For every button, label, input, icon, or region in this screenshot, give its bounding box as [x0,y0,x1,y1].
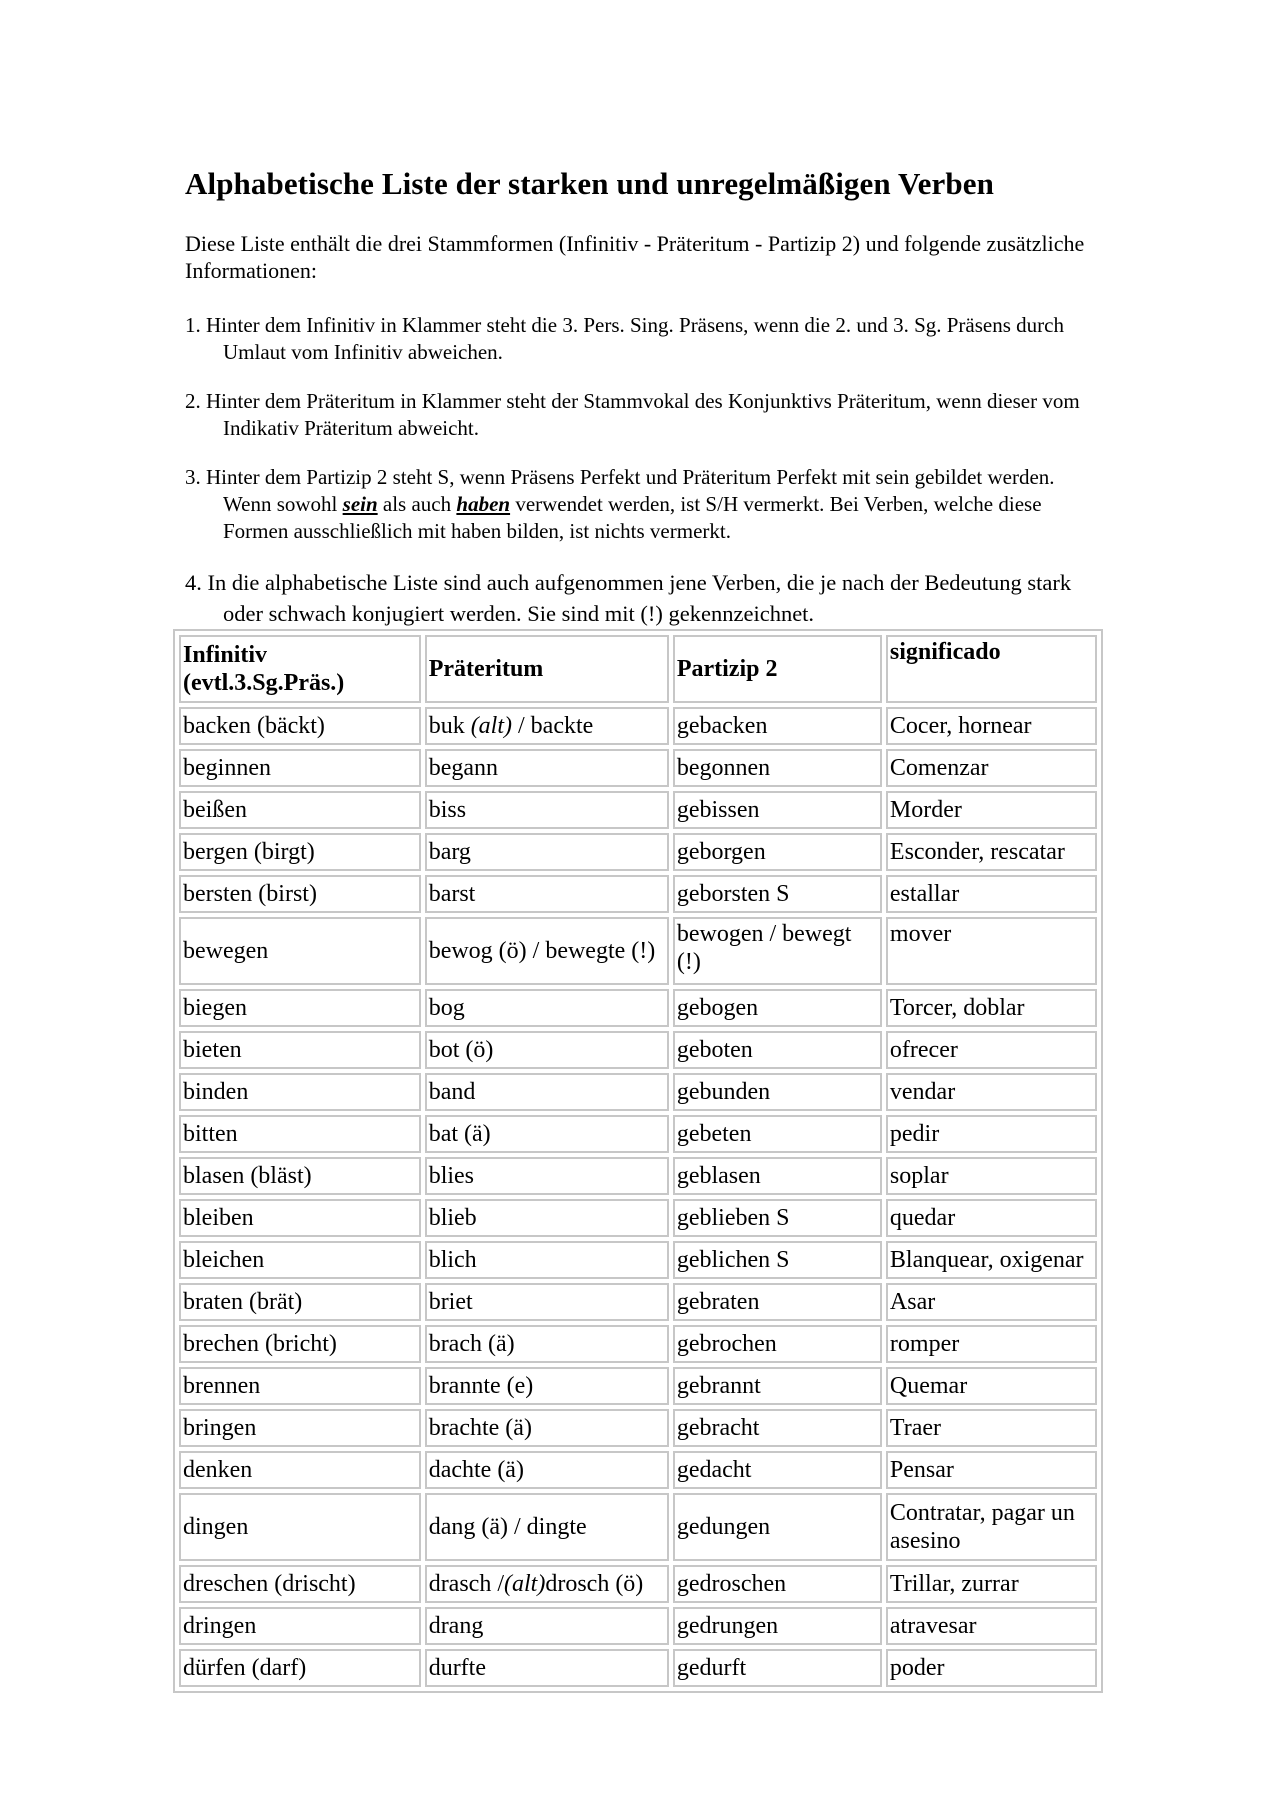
cell-significado: vendar [886,1073,1097,1111]
cell-partizip: gedungen [673,1493,882,1561]
cell-infinitiv: bitten [179,1115,421,1153]
header-partizip: Partizip 2 [673,635,882,703]
cell-significado: Contratar, pagar un asesino [886,1493,1097,1561]
cell-significado: Pensar [886,1451,1097,1489]
cell-text: drosch (ö) [545,1571,644,1597]
cell-praeteritum: dachte (ä) [425,1451,669,1489]
header-praeteritum: Präteritum [425,635,669,703]
table-row [179,707,1097,745]
cell-partizip: geblichen S [673,1241,882,1279]
cell-partizip: gedurft [673,1649,882,1687]
cell-infinitiv: dreschen (drischt) [179,1565,421,1603]
table-row [179,1199,1097,1237]
cell-infinitiv: binden [179,1073,421,1111]
cell-praeteritum [425,707,669,745]
cell-praeteritum: bog [425,989,669,1027]
table-row [179,833,1097,871]
list-item-4: 4. In die alphabetische Liste sind auch aufgenommen jene Verben, die je nach der Bedeutung stark oder schwach konjugiert werden. Sie sind mit (!) gekennzeichnet. [185,570,1072,626]
cell-praeteritum: band [425,1073,669,1111]
table-header-row [179,635,1097,703]
table-row [179,1241,1097,1279]
cell-infinitiv: biegen [179,989,421,1027]
cell-significado: atravesar [886,1607,1097,1645]
cell-praeteritum: drang [425,1607,669,1645]
cell-significado: quedar [886,1199,1097,1237]
list-item-2: 2. Hinter dem Präteritum in Klammer steht der Stammvokal des Konjunktivs Präteritum, wenn dieser vom Indikativ Präteritum abweicht. [185,389,1080,440]
cell-infinitiv: bleiben [179,1199,421,1237]
cell-infinitiv: brennen [179,1367,421,1405]
cell-infinitiv: bewegen [179,917,421,985]
table-row [179,989,1097,1027]
cell-significado: ofrecer [886,1031,1097,1069]
cell-praeteritum: bat (ä) [425,1115,669,1153]
sein-keyword: sein [342,492,378,516]
cell-infinitiv: bergen (birgt) [179,833,421,871]
cell-partizip: begonnen [673,749,882,787]
header-significado: significado [886,635,1097,703]
cell-praeteritum: blich [425,1241,669,1279]
cell-infinitiv: brechen (bricht) [179,1325,421,1363]
cell-infinitiv: dringen [179,1607,421,1645]
cell-significado: Asar [886,1283,1097,1321]
cell-partizip: gebogen [673,989,882,1027]
cell-infinitiv: braten (brät) [179,1283,421,1321]
item3-text-2: als auch [377,492,457,516]
cell-partizip: geborgen [673,833,882,871]
cell-praeteritum: brannte (e) [425,1367,669,1405]
cell-significado: mover [886,917,1097,985]
cell-praeteritum: barg [425,833,669,871]
table-row [179,791,1097,829]
cell-infinitiv: bieten [179,1031,421,1069]
cell-text: drasch / [428,1571,504,1597]
cell-infinitiv: denken [179,1451,421,1489]
table-row [179,917,1097,985]
table-row [179,1607,1097,1645]
cell-significado: pedir [886,1115,1097,1153]
cell-significado: Torcer, doblar [886,989,1097,1027]
document-page [185,164,1105,639]
table-row [179,875,1097,913]
cell-infinitiv: blasen (bläst) [179,1157,421,1195]
cell-praeteritum: begann [425,749,669,787]
table-row [179,1493,1097,1561]
cell-infinitiv: bringen [179,1409,421,1447]
cell-partizip: gebrochen [673,1325,882,1363]
cell-praeteritum: barst [425,875,669,913]
table-row [179,1409,1097,1447]
cell-partizip: gebeten [673,1115,882,1153]
table-row [179,749,1097,787]
cell-partizip: gebacken [673,707,882,745]
cell-significado: romper [886,1325,1097,1363]
cell-praeteritum: briet [425,1283,669,1321]
cell-partizip: geborsten S [673,875,882,913]
table-row [179,1157,1097,1195]
cell-partizip: geblasen [673,1157,882,1195]
cell-infinitiv: dürfen (darf) [179,1649,421,1687]
page-title: Alphabetische Liste der starken und unregelmäßigen Verben [185,166,994,201]
cell-significado: Quemar [886,1367,1097,1405]
cell-significado: poder [886,1649,1097,1687]
table-row [179,1649,1097,1687]
cell-significado: Trillar, zurrar [886,1565,1097,1603]
cell-infinitiv: beginnen [179,749,421,787]
cell-infinitiv: backen (bäckt) [179,707,421,745]
cell-partizip: geboten [673,1031,882,1069]
cell-praeteritum: durfte [425,1649,669,1687]
list-item-3 [185,464,1105,545]
cell-infinitiv: dingen [179,1493,421,1561]
haben-keyword: haben [456,492,511,516]
cell-praeteritum: bot (ö) [425,1031,669,1069]
cell-significado: estallar [886,875,1097,913]
item3-text-1: 3. Hinter dem Partizip 2 steht S, wenn Präsens Perfekt und Präteritum Perfekt mit sein gebildet werden. Wenn sowohl [185,465,1055,516]
table-row [179,1115,1097,1153]
cell-partizip: gedroschen [673,1565,882,1603]
cell-praeteritum: biss [425,791,669,829]
cell-infinitiv: bleichen [179,1241,421,1279]
table-row [179,1451,1097,1489]
cell-text: buk [428,713,471,739]
intro-paragraph: Diese Liste enthält die drei Stammformen (Infinitiv - Präteritum - Partizip 2) und folgende zusätzliche Informationen: [185,231,1085,283]
cell-partizip: gebrannt [673,1367,882,1405]
cell-praeteritum: dang (ä) / dingte [425,1493,669,1561]
cell-praeteritum [425,1565,669,1603]
table-row [179,1073,1097,1111]
cell-praeteritum: blieb [425,1199,669,1237]
cell-partizip: geblieben S [673,1199,882,1237]
list-item-1: 1. Hinter dem Infinitiv in Klammer steht die 3. Pers. Sing. Präsens, wenn die 2. und 3. Sg. Präsens durch Umlaut vom Infinitiv abweichen. [185,313,1064,364]
cell-significado: Esconder, rescatar [886,833,1097,871]
cell-partizip: bewogen / bewegt (!) [673,917,882,985]
table-row [179,1325,1097,1363]
cell-praeteritum: bewog (ö) / bewegte (!) [425,917,669,985]
cell-partizip: gedrungen [673,1607,882,1645]
cell-italic: (alt) [470,713,513,739]
verb-table [173,629,1103,1693]
cell-significado: Comenzar [886,749,1097,787]
table-row [179,1031,1097,1069]
item3-text-3: verwendet werden, ist S/H vermerkt. Bei Verben, welche diese Formen ausschließlich mit haben bilden, ist nichts vermerkt. [223,492,1042,543]
cell-praeteritum: blies [425,1157,669,1195]
cell-infinitiv: bersten (birst) [179,875,421,913]
cell-partizip: gedacht [673,1451,882,1489]
cell-infinitiv: beißen [179,791,421,829]
cell-significado: soplar [886,1157,1097,1195]
header-infinitiv: Infinitiv (evtl.3.Sg.Präs.) [179,635,421,703]
cell-partizip: gebracht [673,1409,882,1447]
cell-significado: Morder [886,791,1097,829]
table-row [179,1283,1097,1321]
cell-italic: (alt) [504,1571,546,1597]
table-row [179,1565,1097,1603]
cell-praeteritum: brach (ä) [425,1325,669,1363]
cell-partizip: gebraten [673,1283,882,1321]
table-row [179,1367,1097,1405]
cell-praeteritum: brachte (ä) [425,1409,669,1447]
cell-text: / backte [512,713,594,739]
cell-partizip: gebunden [673,1073,882,1111]
cell-partizip: gebissen [673,791,882,829]
cell-significado: Cocer, hornear [886,707,1097,745]
cell-significado: Traer [886,1409,1097,1447]
cell-significado: Blanquear, oxigenar [886,1241,1097,1279]
